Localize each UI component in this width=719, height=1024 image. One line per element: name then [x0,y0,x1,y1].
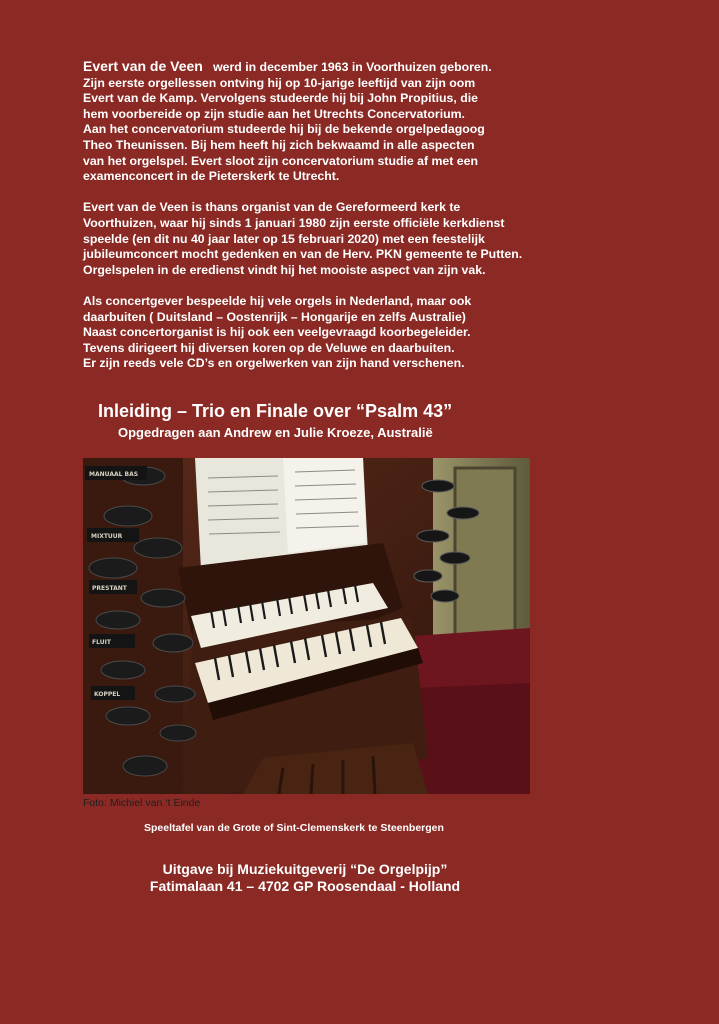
stop-label: PRESTANT [92,585,127,592]
bio-line: Theo Theunissen. Bij hem heeft hij zich bekwaamd in alle aspecten [83,137,475,152]
bio-line: Er zijn reeds vele CD’s en orgelwerken van zijn hand verschenen. [83,356,465,371]
bio-text: werd in december 1963 in Voorthuizen geboren. [213,60,492,74]
bio-paragraph-3 [83,294,643,372]
bio-line: examenconcert in de Pieterskerk te Utrecht. [83,169,340,184]
bio-line [83,59,643,76]
stop-label: MANUAAL BAS [89,471,139,478]
bio-line: van het orgelspel. Evert sloot zijn concervatorium studie af met een [83,153,478,168]
bio-paragraph-2 [83,200,643,278]
bio-line: speelde (en dit nu 40 jaar later op 15 februari 2020) met een feestelijk [83,231,485,246]
bio-line: daarbuiten ( Duitsland – Oostenrijk – Hongarije en zelfs Australie) [83,309,466,324]
bio-line: Tevens dirigeert hij diversen koren op de Veluwe en daarbuiten. [83,340,455,355]
bio-line: jubileumconcert mocht gedenken en van de Herv. PKN gemeente te Putten. [83,247,523,262]
bio-line: Evert van de Veen is thans organist van de Gereformeerd kerk te [83,200,461,215]
publisher-name: Uitgave bij Muziekuitgeverij “De Orgelpijp” [162,861,448,877]
publisher-address: Fatimalaan 41 – 4702 GP Roosendaal - Holland [149,878,461,894]
photo-caption: Speeltafel van de Grote of Sint-Clemenskerk te Steenbergen [144,822,444,834]
organ-console-photo [83,458,530,794]
photo-credit: Foto: Michiel van ‘t Einde [83,797,201,809]
publisher-block [140,861,470,895]
piece-dedication: Opgedragen aan Andrew en Julie Kroeze, Australië [118,425,433,440]
organist-name: Evert van de Veen [83,58,203,74]
stop-label: KOPPEL [94,691,121,698]
bio-line: Orgelspelen in de eredienst vindt hij het mooiste aspect van zijn vak. [83,262,486,277]
stop-label: MIXTUUR [91,533,123,540]
bio-line: Aan het concervatorium studeerde hij bij de bekende orgelpedagoog [83,122,485,137]
stop-label: FLUIT [92,639,111,646]
bio-line: Zijn eerste orgellessen ontving hij op 10-jarige leeftijd van zijn oom [83,75,476,90]
organ-console-illustration [83,458,530,794]
bio-line: hem voorbereide op zijn studie aan het Utrechts Concervatorium. [83,106,465,121]
bio-paragraph-1 [83,59,643,185]
bio-line: Als concertgever bespeelde hij vele orgels in Nederland, maar ook [83,293,472,308]
piece-title: Inleiding – Trio en Finale over “Psalm 43” [98,401,453,421]
bio-line: Naast concertorganist is hij ook een veelgevraagd koorbegeleider. [83,325,471,340]
biography [83,59,643,387]
bio-line: Voorthuizen, waar hij sinds 1 januari 1980 zijn eerste officiële kerkdienst [83,215,505,230]
bio-line: Evert van de Kamp. Vervolgens studeerde hij bij John Propitius, die [83,91,478,106]
